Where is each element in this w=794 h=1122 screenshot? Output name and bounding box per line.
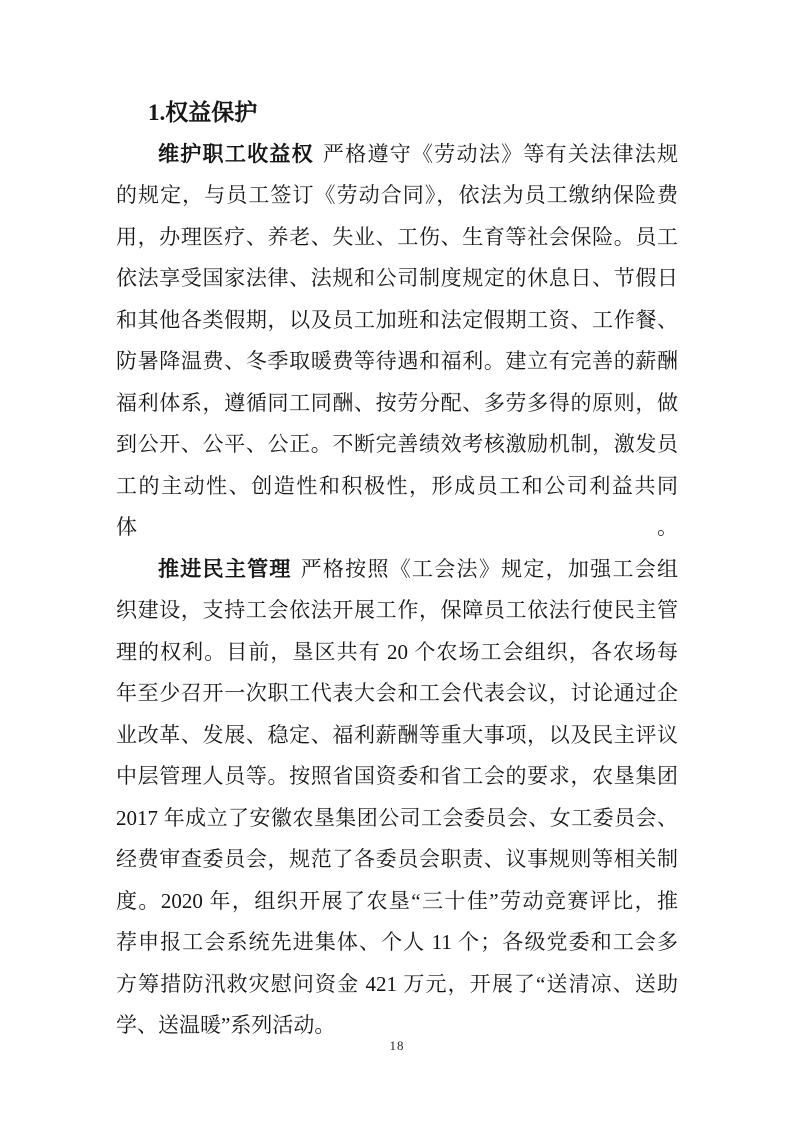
page-number: 18 <box>389 1038 405 1053</box>
body-line: 荐申报工会系统先进集体、个人 11 个；各级党委和工会多 <box>116 930 678 954</box>
body-line: 依法享受国家法律、法规和公司制度规定的休息日、节假日 <box>116 266 678 290</box>
body-line: 经费审查委员会，规范了各委员会职责、议事规则等相关制 <box>116 847 678 871</box>
body-line-text: 严格按照《工会法》规定，加强工会组 <box>300 556 679 581</box>
paragraph-democratic-management <box>116 549 678 1047</box>
body-line: 到公开、公平、公正。不断完善绩效考核激励机制，激发员 <box>116 432 678 456</box>
body-line <box>116 549 678 591</box>
body-line <box>116 134 678 176</box>
body-line: 年至少召开一次职工代表大会和工会代表会议，讨论通过企 <box>116 681 678 705</box>
run-in-heading: 维护职工收益权 <box>158 141 314 166</box>
body-line: 防暑降温费、冬季取暖费等待遇和福利。建立有完善的薪酬 <box>116 349 678 373</box>
body-line: 学、送温暖”系列活动。 <box>116 1013 336 1037</box>
body-line: 方筹措防汛救灾慰问资金 421 万元，开展了“送清凉、送助 <box>116 971 678 996</box>
body-line: 和其他各类假期，以及员工加班和法定假期工资、工作餐、 <box>116 307 678 332</box>
body-line: 的规定，与员工签订《劳动合同》，依法为员工缴纳保险费 <box>116 183 678 207</box>
body-line: 福利体系，遵循同工同酬、按劳分配、多劳多得的原则，做 <box>116 390 678 415</box>
body-line: 度。2020 年，组织开展了农垦“三十佳”劳动竞赛评比，推 <box>116 888 678 913</box>
section-heading: 1.权益保护 <box>148 100 258 125</box>
body-line: 中层管理人员等。按照省国资委和省工会的要求，农垦集团 <box>116 764 678 788</box>
page-content <box>116 92 678 1047</box>
paragraph-rights-protection <box>116 134 678 549</box>
body-line: 2017 年成立了安徽农垦集团公司工会委员会、女工委员会、 <box>116 805 678 830</box>
body-line: 工的主动性、创造性和积极性，形成员工和公司利益共同体。 <box>116 473 678 539</box>
run-in-heading: 推进民主管理 <box>158 556 292 581</box>
body-line-text: 严格遵守《劳动法》等有关法律法规 <box>322 141 679 166</box>
body-line: 业改革、发展、稳定、福利薪酬等重大事项，以及民主评议 <box>116 722 678 747</box>
body-line: 用，办理医疗、养老、失业、工伤、生育等社会保险。员工 <box>116 224 678 249</box>
body-line: 织建设，支持工会依法开展工作，保障员工依法行使民主管 <box>116 598 678 622</box>
body-line: 理的权利。目前，垦区共有 20 个农场工会组织，各农场每 <box>116 639 678 664</box>
